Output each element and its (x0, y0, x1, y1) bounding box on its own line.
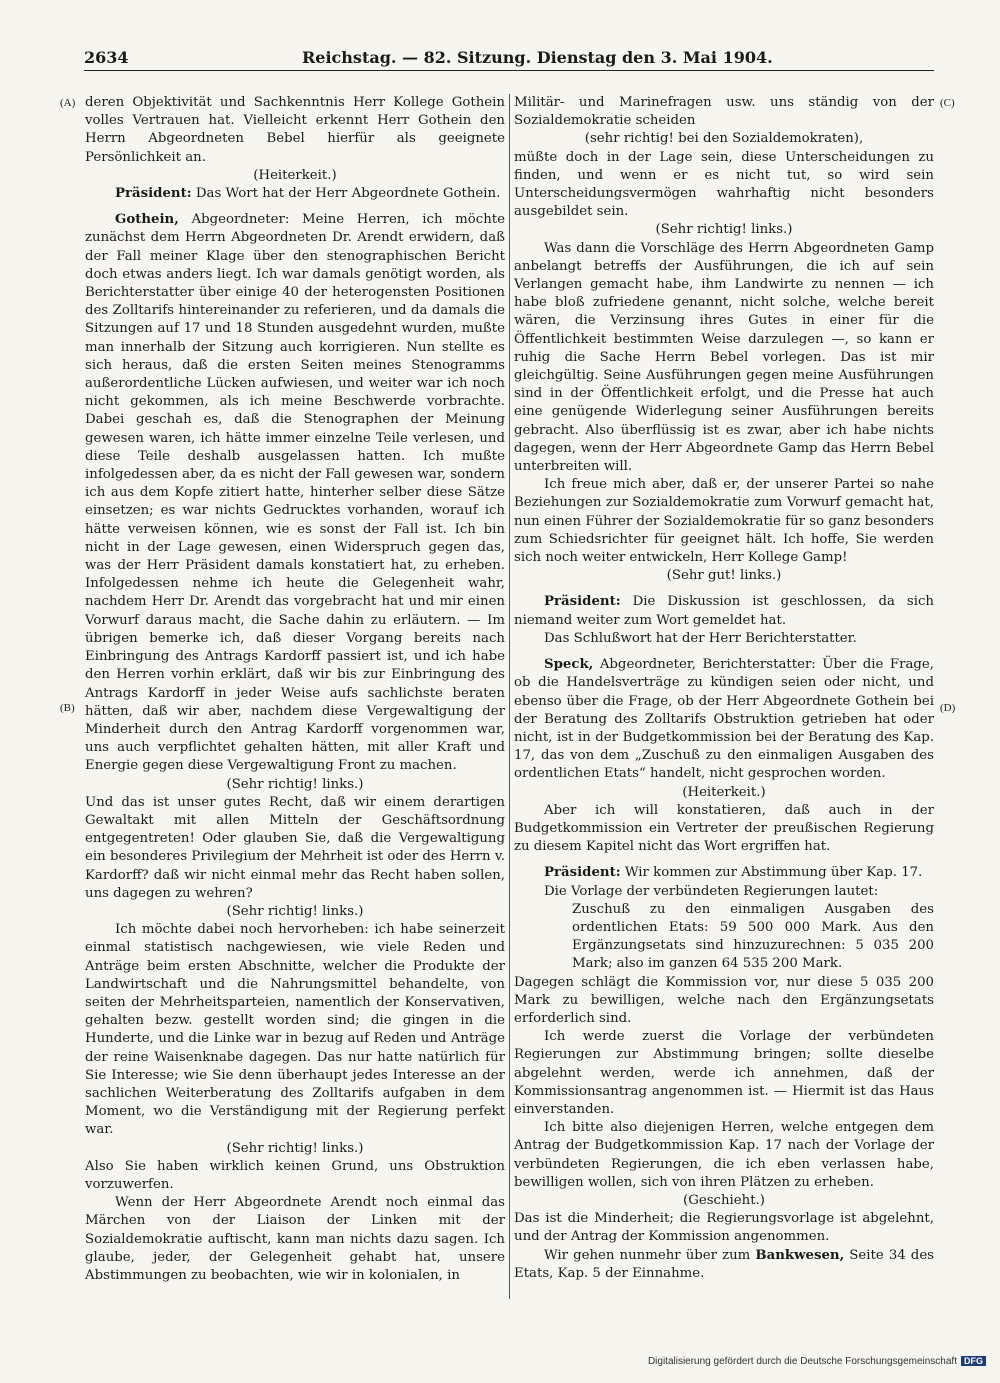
paragraph: Militär- und Marinefragen usw. uns ständig von der Sozialdemokratie scheiden (514, 95, 934, 129)
margin-marker-a: (A) (60, 97, 76, 109)
paragraph: deren Objektivität und Sachkenntnis Herr Kollege Gothein volles Vertrauen hat. Vielleicht erkennt Herr Gothein den Herrn Abgeordneten Bebel hierfür als geeignete Persönlichkeit an. (85, 95, 505, 165)
speaker-paragraph (85, 185, 505, 203)
speaker-name: Präsident: (544, 865, 621, 881)
funding-note: Digitalisierung gefördert durch die Deutsche Forschungsgemeinschaft (647, 1356, 957, 1367)
speaker-name: Speck, (544, 657, 594, 673)
margin-marker-b: (B) (60, 702, 75, 714)
remark: (Sehr richtig! links.) (226, 776, 364, 792)
paragraph: Aber ich will konstatieren, daß auch in der Budgetkommission ein Vertreter der preußischen Regierung zu diesem Kapitel nicht das Wort ergriffen hat. (514, 802, 934, 855)
paragraph: Was dann die Vorschläge des Herrn Abgeordneten Gamp anbelangt betreffs der Ausführungen, die ich auf sein Verlangen gemacht habe, ihm Landwirte zu nennen — ich habe bloß zufriedene genannt, nicht solche, welche bereit wären, die Verzinsung ihres Gutes in einer für die Öffentlichkeit bestimmten Weise darzulegen —, so kann er ruhig die Sache Herrn Bebel vorlegen. Das ist mir gleichgültig. Seine Ausführungen gegen meine Ausführungen sind in der Öffentlichkeit erfolgt, und die Presse hat auch eine genügende Widerlegung seiner Ausführungen bereits gebracht. Also überflüssig ist es zwar, aber ich habe nichts dagegen, wenn der Herr Abgeordnete Gamp das Herrn Bebel unterbreiten will. (514, 240, 934, 475)
paragraph: Die Vorlage der verbündeten Regierungen lautet: (544, 883, 879, 899)
speaker-paragraph (514, 864, 934, 882)
column-divider (509, 94, 510, 1299)
remark: (Sehr richtig! links.) (226, 903, 364, 919)
text-run: Seite 34 des Etats, Kap. 5 der Einnahme. (514, 1247, 935, 1281)
dfg-logo: DFG (961, 1356, 986, 1366)
speaker-name: Gothein, (115, 212, 179, 228)
paragraph: Und das ist unser gutes Recht, daß wir einem derartigen Gewaltakt mit allen Mitteln der Geschäftsordnung entgegentreten! Oder glauben Sie, daß die Vergewaltigung ein besonderes Privilegium der Mehrheit ist oder des Herrn v. Kardorff? daß wir nicht einmal mehr das Recht haben sollen, uns dagegen zu wehren? (85, 794, 505, 901)
paragraph: Das ist die Minderheit; die Regierungsvorlage ist abgelehnt, und der Antrag der Kommission angenommen. (514, 1211, 934, 1245)
margin-marker-d: (D) (940, 702, 956, 714)
paragraph: Ich werde zuerst die Vorlage der verbündeten Regierungen zur Abstimmung bringen; sollte dieselbe abgelehnt werden, werde ich annehmen, daß der Kommissionsantrag angenommen ist. — Hiermit ist das Haus einverstanden. (514, 1029, 934, 1117)
remark: (Geschieht.) (683, 1192, 765, 1208)
quoted-motion: Zuschuß zu den einmaligen Ausgaben des ordentlichen Etats: 59 500 000 Mark. Aus den Ergänzungsetats sind hinzuzurechnen: 5 035 200 Mark; also im ganzen 64 535 200 Mark. (572, 901, 934, 972)
speech-text: Abgeordneter, Berichterstatter: Über die Frage, ob die Handelsverträge zu kündigen seien oder nicht, und ebenso über die Frage, ob der Herr Abgeordnete Gothein bei der Beratung des Zolltarifs Obstruktion getrieben hat oder nicht, ist in der Budgetkommission bei der Beratung des Kap. 17, das von dem „Zuschuß zu den einmaligen Ausgaben des ordentlichen Etats“ handelt, nicht gesprochen worden. (514, 657, 934, 782)
paragraph: müßte doch in der Lage sein, diese Unterscheidungen zu finden, und wenn er es nicht tut, so wird sein Unterscheidungsvermögen wahrhaftig nicht besonders ausgebildet sein. (514, 149, 934, 220)
paragraph: Das Schlußwort hat der Herr Berichterstatter. (544, 630, 857, 646)
speaker-paragraph (514, 656, 934, 783)
paragraph: Also Sie haben wirklich keinen Grund, uns Obstruktion vorzuwerfen. (85, 1158, 505, 1192)
speech-text: Abgeordneter: Meine Herren, ich möchte zunächst dem Herrn Abgeordneten Dr. Arendt erwidern, daß der Fall meiner Klage über den stenographischen Bericht doch etwas anders liegt. Ich war damals genötigt worden, als Berichterstatter über einige 40 der heterogensten Positionen des Zolltarifs hintereinander zu referieren, und da damals die Sitzungen auf 17 und 18 Stunden ausgedehnt wurden, mußte man innerhalb der Sitzung auch korrigieren. Nun stellte es sich heraus, daß die ersten Seiten meines Stenogramms außerordentliche Lücken aufwiesen, und weiter war ich noch nicht gekommen, als ich meine Beschwerde vorbrachte. Dabei geschah es, daß die Stenographen der Meinung gewesen waren, ich hätte immer einzelne Teile verlesen, und diese Teile deshalb ausgelassen hatten. Ich mußte infolgedessen aber, da es nicht der Fall gewesen war, sondern ich aus dem Kopfe zitiert hatte, hinterher selber diese Sätze einsetzen; es war nichts Gedrucktes vorhanden, worauf ich hätte verweisen können, wie es sonst der Fall ist. Ich bin nicht in der Lage gewesen, einen Widerspruch gegen das, was der Herr Präsident damals konstatiert hat, zu erheben. Infolgedessen nehme ich heute die Gelegenheit wahr, nachdem Herr Dr. Arendt das vorgebracht hat und mir einen Vorwurf daraus macht, die Sache dahin zu erläutern. — Im übrigen bemerke ich, daß dieser Vorgang bereits nach Einbringung des Antrags Kardorff passiert ist, und ich habe den Herren vorhin erklärt, daß wir bis zur Einbringung des Antrags Kardorff in jeder Weise aufs sachlichste beraten hätten, daß wir aber, nachdem diese Vergewaltigung der Minderheit durch den Antrag Kardorff vorgenommen war, uns auch verpflichtet gehalten hätten, mit aller Kraft und Energie gegen diese Vergewaltigung Front zu machen. (85, 212, 505, 774)
topic-name: Bankwesen, (755, 1247, 845, 1263)
speaker-name: Präsident: (115, 186, 192, 202)
remark: (sehr richtig! bei den Sozialdemokraten), (584, 131, 864, 147)
remark: (Sehr richtig! links.) (655, 222, 793, 238)
running-title: Reichstag. — 82. Sitzung. Dienstag den 3. Mai 1904. (302, 48, 773, 67)
speech-text: Die Diskussion ist geschlossen, da sich niemand weiter zum Wort gemeldet hat. (514, 594, 934, 628)
paragraph: Ich bitte also diejenigen Herren, welche entgegen dem Antrag der Budgetkommission Kap. 17 nach der Vorlage der verbündeten Regierungen, die ich eben verlassen habe, bewilligen wollen, sich von ihren Plätzen zu erheben. (514, 1120, 934, 1190)
margin-marker-c: (C) (940, 97, 955, 109)
remark: (Sehr richtig! links.) (226, 1140, 364, 1156)
speech-text: Das Wort hat der Herr Abgeordnete Gothein. (191, 186, 501, 202)
speaker-name: Präsident: (544, 594, 621, 610)
right-column (514, 94, 934, 1283)
paragraph: Ich möchte dabei noch hervorheben: ich habe seinerzeit einmal statistisch nachgewiesen, wie viele Reden und Anträge beim ersten Abschnitte, welcher die Produkte der Landwirtschaft und die Nahrungsmittel behandelte, von seiten der Mehrheitsparteien, namentlich der Konservativen, gehalten bezw. gestellt worden sind; die gingen in die Hunderte, und die Linke war in bezug auf Reden und Anträge der reine Waisenknabe dagegen. Das nur hatte natürlich für Sie Interesse; wie Sie denn überhaupt jedes Interesse an der sachlichen Weiterberatung des Zolltarifs aufgaben in dem Moment, wo die Verständigung mit der Regierung perfekt war. (85, 922, 505, 1138)
left-column (85, 94, 505, 1285)
text-run: Wir gehen nunmehr über zum (544, 1247, 756, 1263)
remark: (Heiterkeit.) (682, 784, 766, 800)
paragraph: Wenn der Herr Abgeordnete Arendt noch einmal das Märchen von der Liaison der Linken mit der Sozialdemokratie auftischt, kann man nichts dazu sagen. Ich glaube, jeder, der Gelegenheit gehabt hat, unsere Abstimmungen zu beobachten, wie wir in kolonialen, in (85, 1195, 505, 1283)
remark: (Heiterkeit.) (253, 167, 337, 183)
page-number: 2634 (84, 48, 129, 67)
paragraph: Dagegen schlägt die Kommission vor, nur diese 5 035 200 Mark zu bewilligen, welche nach den Ergänzungsetats erforderlich sind. (514, 974, 934, 1026)
speaker-paragraph (85, 211, 505, 775)
footer (648, 1356, 986, 1367)
header-rule (84, 70, 934, 71)
speech-text: Wir kommen zur Abstimmung über Kap. 17. (620, 865, 923, 881)
paragraph: Ich freue mich aber, daß er, der unserer Partei so nahe Beziehungen zur Sozialdemokratie zum Vorwurf gemacht hat, nun einen Führer der Sozialdemokratie für so ganz besonders zum Schiedsrichter für geeignet hält. Ich hoffe, Sie werden sich noch weiter entwickeln, Herr Kollege Gamp! (514, 477, 934, 566)
remark: (Sehr gut! links.) (666, 568, 782, 584)
paragraph (514, 1247, 934, 1283)
page-header (84, 48, 934, 70)
speaker-paragraph (514, 593, 934, 629)
